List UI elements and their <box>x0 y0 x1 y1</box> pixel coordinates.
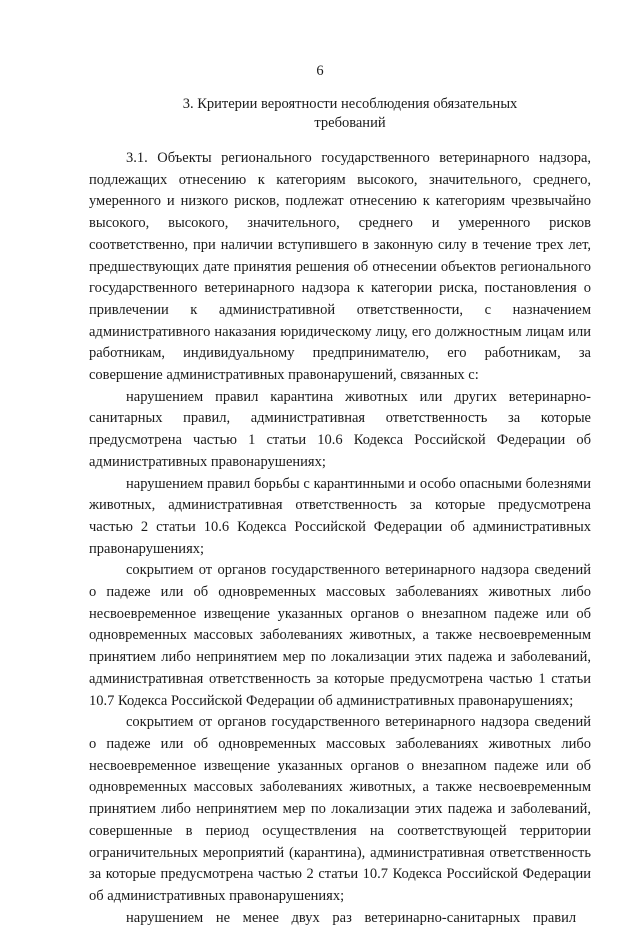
section-heading-line-2: требований <box>314 115 386 131</box>
paragraph-intro: 3.1. Объекты регионального государственного ветеринарного надзора, подлежащих отнесению к категориям высокого, значительного, среднего, умеренного и низкого рисков, подлежат отнесению к категориям чрезвычайно высокого, высокого, значительного, среднего и умеренного рисков соответственно, при наличии вступившего в законную силу в течение трех лет, предшествующих дате принятия решения об отнесении объектов регионального государственного ветеринарного надзора к категории риска, постановления о привлечении к административной ответственности, с назначением административного наказания юридическому лицу, его должностным лицам или работникам, индивидуальному предпринимателю, его работникам, за совершение административных правонарушений, связанных с: <box>89 150 591 384</box>
section-heading <box>140 95 560 133</box>
paragraph-item: нарушением правил карантина животных или других ветеринарно-санитарных правил, административная ответственность за которые предусмотрена частью 1 статьи 10.6 Кодекса Российской Федерации об административных правонарушениях; <box>89 388 591 470</box>
document-body <box>89 148 591 929</box>
paragraph-item: нарушением правил борьбы с карантинными и особо опасными болезнями животных, административная ответственность за которые предусмотрена частью 2 статьи 10.6 Кодекса Российской Федерации об административных правонарушениях; <box>89 475 591 557</box>
paragraph-truncated-last-line: нарушением не менее двух раз ветеринарно-санитарных правил <box>126 909 577 926</box>
paragraph-item: сокрытием от органов государственного ветеринарного надзора сведений о падеже или об одновременных массовых заболеваниях животных либо несвоевременное извещение указанных органов о внезапном падеже или об одновременных массовых заболеваниях животных, а также несвоевременным принятием либо непринятием мер по локализации этих падежа и заболеваний, совершенные в период осуществления на соответствующей территории ограничительных мероприятий (карантина), административная ответственность за которые предусмотрена частью 2 статьи 10.7 Кодекса Российской Федерации об административных правонарушениях; <box>89 714 591 904</box>
section-heading-line-1: 3. Критерии вероятности несоблюдения обязательных <box>182 96 518 112</box>
page-number: 6 <box>316 63 324 79</box>
paragraph-item: сокрытием от органов государственного ветеринарного надзора сведений о падеже или об одновременных массовых заболеваниях животных либо несвоевременное извещение указанных органов о внезапном падеже или об одновременных массовых заболеваниях животных, а также несвоевременным принятием либо непринятием мер по локализации этих падежа и заболеваний, административная ответственность за которые предусмотрена частью 1 статьи 10.7 Кодекса Российской Федерации об административных правонарушениях; <box>89 562 591 709</box>
